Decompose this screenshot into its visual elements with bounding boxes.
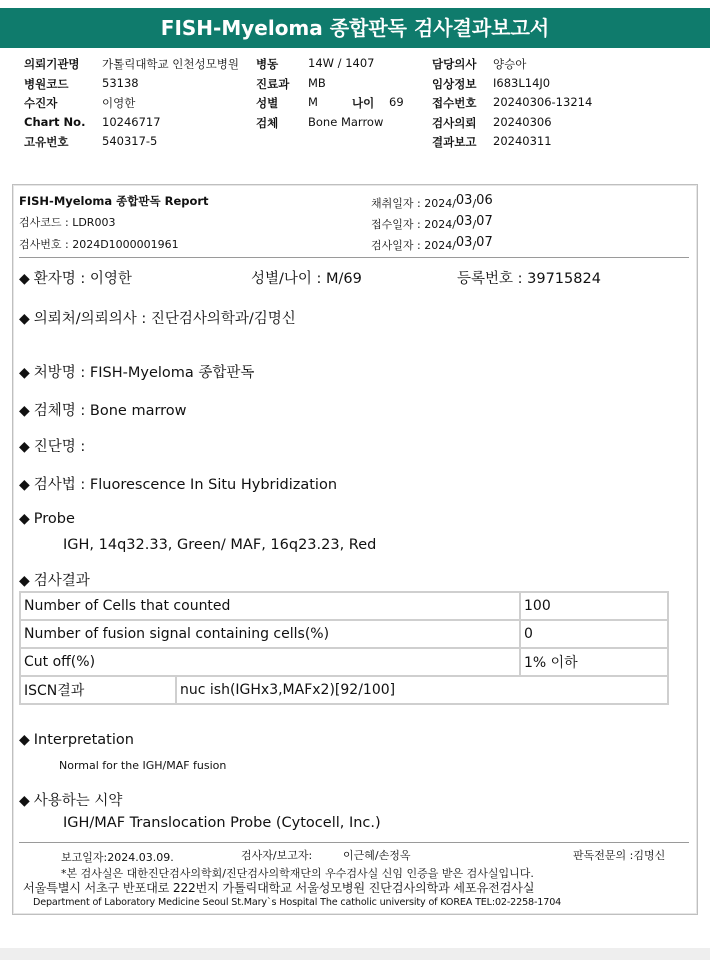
table-row	[20, 676, 668, 704]
result-key: Cut off(%)	[20, 648, 520, 676]
receipt-date	[371, 216, 493, 232]
interpretation-line	[19, 732, 134, 748]
test-date	[371, 237, 493, 253]
diamond-icon: ◆	[19, 732, 30, 748]
label-sex: 성별	[256, 96, 279, 110]
report-title: FISH-Myeloma 종합판독 Report	[19, 194, 209, 208]
collection-date-month: 03	[455, 193, 473, 208]
table-row	[20, 648, 668, 676]
label-chart-no: Chart No.	[24, 114, 86, 129]
test-date-label: 검사일자 :	[371, 239, 425, 252]
certification-note: *본 검사실은 대한진단검사의학회/진단검사의학재단의 우수검사실 신임 인증을 받은 검사실입니다.	[61, 867, 534, 880]
result-key: Number of fusion signal containing cells(%)	[20, 620, 520, 648]
requester-line	[19, 307, 296, 328]
receipt-date-day: 07	[476, 214, 493, 229]
report-box	[12, 184, 698, 915]
collection-date-sep: /	[472, 197, 477, 210]
diamond-icon: ◆	[19, 573, 30, 589]
value-sex: M	[308, 95, 318, 109]
divider	[19, 842, 689, 843]
label-request-date: 검사의뢰	[432, 115, 477, 130]
value-institution: 가톨릭대학교 인천성모병원	[102, 57, 239, 71]
value-specimen: Bone Marrow	[308, 114, 384, 129]
document-title: FISH-Myeloma 종합판독 검사결과보고서	[0, 8, 710, 48]
label-ward: 병동	[256, 57, 279, 71]
diamond-icon: ◆	[19, 311, 30, 327]
value-unique-no: 540317-5	[102, 134, 158, 148]
collection-date-day: 06	[476, 193, 493, 208]
result-value: 1% 이하	[520, 648, 668, 676]
value-receipt-no: 20240306-13214	[493, 95, 593, 109]
diagnosis-line	[19, 435, 85, 456]
result-value: 100	[520, 592, 668, 620]
test-date-day: 07	[476, 235, 493, 250]
value-doctor: 양승아	[493, 57, 527, 71]
results-table	[19, 591, 669, 705]
receipt-date-month: 03	[455, 214, 473, 229]
test-code: 검사코드 : LDR003	[19, 216, 116, 229]
patient-line	[19, 267, 132, 288]
iscn-label: ISCN결과	[20, 676, 176, 704]
requester-text: 의뢰처/의뢰의사 : 진단검사의학과/김명신	[33, 311, 296, 327]
table-row	[20, 592, 668, 620]
label-unique-no: 고유번호	[24, 135, 69, 149]
address: 서울특별시 서초구 반포대로 222번지 가톨릭대학교 서울성모병원 진단검사의학과 세포유전검사실	[23, 881, 535, 895]
label-clinical-info: 임상정보	[432, 76, 477, 91]
results-line	[19, 569, 90, 590]
iscn-value: nuc ish(IGHx3,MAFx2)[92/100]	[176, 676, 668, 704]
diamond-icon: ◆	[19, 365, 30, 381]
page-bottom-band	[0, 948, 710, 960]
value-ward: 14W / 1407	[308, 56, 375, 70]
value-department: MB	[308, 75, 326, 90]
label-result-report: 결과보고	[432, 135, 477, 149]
reagent-line	[19, 789, 122, 810]
collection-date-label: 채취일자 :	[371, 197, 425, 210]
label-specimen: 검체	[256, 115, 279, 130]
examiner-names: 이근혜/손정옥	[343, 849, 411, 862]
value-age: 69	[389, 95, 404, 109]
prescription-text: 처방명 : FISH-Myeloma 종합판독	[33, 365, 255, 381]
examiner-label: 검사자/보고자:	[241, 849, 313, 862]
probe-line	[19, 511, 75, 527]
reagent-label: 사용하는 시약	[33, 793, 123, 809]
divider	[19, 257, 689, 258]
diamond-icon: ◆	[19, 477, 30, 493]
value-hospital-code: 53138	[102, 75, 139, 90]
interpretation-text: Normal for the IGH/MAF fusion	[59, 759, 227, 772]
test-date-year: 2024/	[424, 239, 456, 252]
patient-name: 환자명 : 이영한	[33, 271, 132, 287]
collection-date-year: 2024/	[424, 197, 456, 210]
interpretation-label: Interpretation	[33, 732, 134, 748]
results-label: 검사결과	[33, 573, 90, 589]
test-number: 검사번호 : 2024D1000001961	[19, 238, 179, 251]
report-date: 보고일자:2024.03.09.	[61, 851, 174, 864]
specimen-line	[19, 399, 187, 420]
department-line: Department of Laboratory Medicine Seoul St.Mary`s Hospital The catholic university of KOREA TEL:02-2258-1704	[33, 897, 562, 908]
probe-detail: IGH, 14q32.33, Green/ MAF, 16q23.23, Red	[63, 537, 377, 553]
diamond-icon: ◆	[19, 511, 30, 527]
label-receipt-no: 접수번호	[432, 96, 477, 110]
label-department: 진료과	[256, 76, 290, 91]
value-chart-no: 10246717	[102, 114, 161, 129]
specimen-text: 검체명 : Bone marrow	[33, 403, 187, 419]
table-row	[20, 620, 668, 648]
label-patient: 수진자	[24, 96, 58, 110]
sex-age: 성별/나이 : M/69	[251, 271, 362, 287]
diamond-icon: ◆	[19, 439, 30, 455]
value-patient: 이영한	[102, 96, 136, 110]
label-institution: 의뢰기관명	[24, 57, 80, 71]
value-clinical-info: I683L14J0	[493, 75, 551, 90]
prescription-line	[19, 361, 254, 382]
test-date-month: 03	[455, 235, 473, 250]
value-request-date: 20240306	[493, 114, 552, 129]
value-result-report: 20240311	[493, 134, 552, 148]
collection-date	[371, 195, 493, 211]
method-line	[19, 473, 337, 494]
label-hospital-code: 병원코드	[24, 76, 69, 91]
result-value: 0	[520, 620, 668, 648]
receipt-date-label: 접수일자 :	[371, 218, 425, 231]
label-doctor: 담당의사	[432, 57, 477, 71]
diagnosis-text: 진단명 :	[33, 439, 86, 455]
header-info	[24, 56, 694, 154]
test-date-sep: /	[472, 239, 477, 252]
diamond-icon: ◆	[19, 403, 30, 419]
result-key: Number of Cells that counted	[20, 592, 520, 620]
method-text: 검사법 : Fluorescence In Situ Hybridization	[33, 477, 338, 493]
probe-label: Probe	[33, 511, 75, 527]
reagent-text: IGH/MAF Translocation Probe (Cytocell, Inc.)	[63, 815, 381, 831]
receipt-date-year: 2024/	[424, 218, 456, 231]
label-age: 나이	[352, 96, 375, 110]
diamond-icon: ◆	[19, 793, 30, 809]
receipt-date-sep: /	[472, 218, 477, 231]
reviewer: 판독전문의 :김명신	[573, 849, 666, 862]
diamond-icon: ◆	[19, 271, 30, 287]
registration-number: 등록번호 : 39715824	[457, 271, 601, 287]
